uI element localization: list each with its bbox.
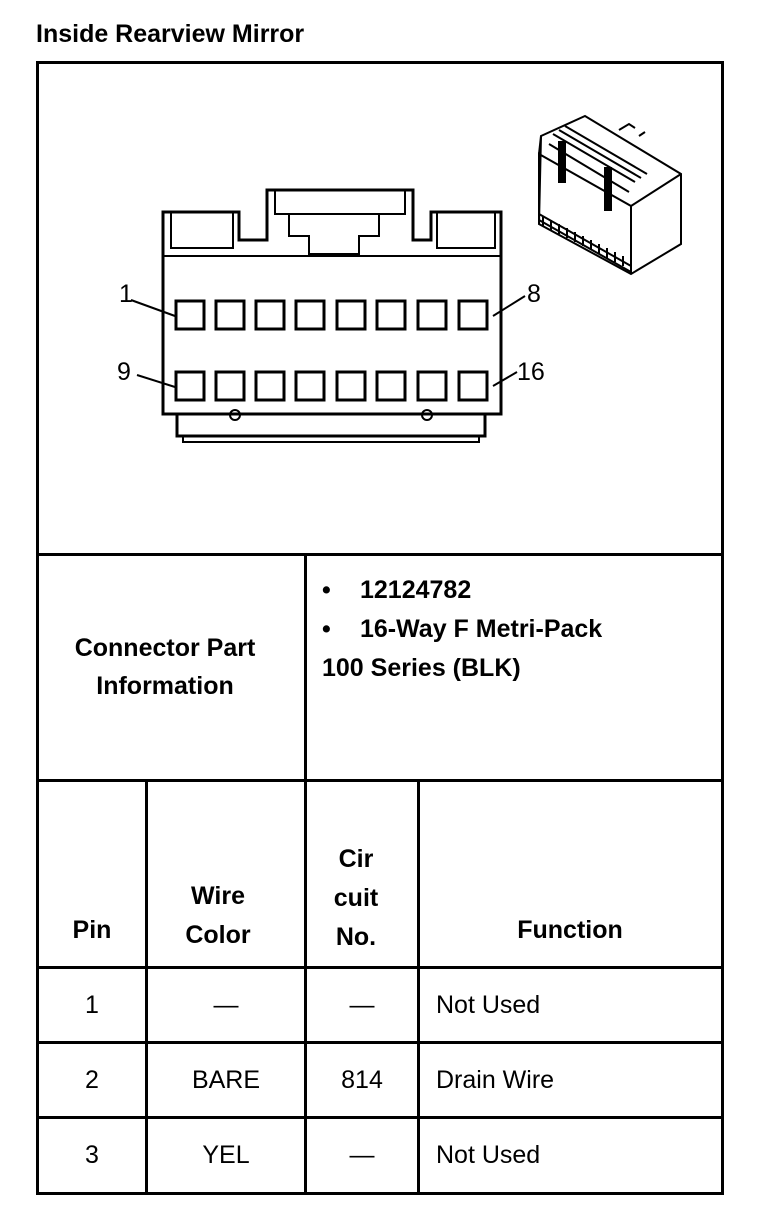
table-cell-wire-color: — xyxy=(213,990,239,1019)
table-cell-circuit: — xyxy=(349,1140,375,1169)
table-cell-function: Drain Wire xyxy=(436,1065,555,1094)
table-cell-circuit: 814 xyxy=(341,1065,383,1094)
page-title: Inside Rearview Mirror xyxy=(36,20,305,48)
divider-part-info xyxy=(36,779,724,782)
table-cell-wire-color: YEL xyxy=(202,1140,250,1169)
pin-cavity-9 xyxy=(176,372,204,400)
header-pin: Pin xyxy=(72,916,112,944)
connector-type: 16-Way F Metri-Pack xyxy=(360,615,603,643)
header-wire-color: Wire Color xyxy=(185,882,251,949)
pin-cavity-11 xyxy=(256,372,284,400)
table-cell-pin: 2 xyxy=(85,1065,99,1094)
bullet-icon: • xyxy=(322,615,331,643)
pin-label-9: 9 xyxy=(117,358,131,386)
pin-cavity-7 xyxy=(418,301,446,329)
pin-cavity-5 xyxy=(337,301,365,329)
pin-cavity-12 xyxy=(296,372,324,400)
pin-cavity-10 xyxy=(216,372,244,400)
pin-cavity-6 xyxy=(377,301,405,329)
pin-cavity-2 xyxy=(216,301,244,329)
table-cell-circuit: — xyxy=(349,990,375,1019)
table-cell-pin: 1 xyxy=(85,990,99,1019)
bullet-icon: • xyxy=(322,576,331,604)
header-function: Function xyxy=(517,916,623,944)
table-cell-wire-color: BARE xyxy=(191,1065,261,1094)
connector-type-bullet xyxy=(322,615,602,644)
pin-cavity-4 xyxy=(296,301,324,329)
divider-circuit-col xyxy=(417,779,420,1195)
connector-diagram xyxy=(39,64,721,554)
divider-diagram xyxy=(36,553,724,556)
part-number: 12124782 xyxy=(360,576,472,604)
table-cell-function: Not Used xyxy=(436,1140,541,1169)
table-cell-pin: 3 xyxy=(85,1140,99,1169)
header-circuit-no: Cir cuit No. xyxy=(333,844,379,951)
pin-cavity-14 xyxy=(377,372,405,400)
pin-cavity-13 xyxy=(337,372,365,400)
pin-cavity-16 xyxy=(459,372,487,400)
pin-cavity-15 xyxy=(418,372,446,400)
table-cell-function: Not Used xyxy=(436,990,541,1019)
part-number-bullet xyxy=(322,576,471,605)
connector-3d-illustration xyxy=(539,116,681,274)
connector-body-outline xyxy=(163,190,501,414)
pin-cavity-3 xyxy=(256,301,284,329)
pin-cavity-1 xyxy=(176,301,204,329)
part-info-label: Connector Part Information xyxy=(74,634,256,700)
pin-cavity-8 xyxy=(459,301,487,329)
pin-label-8: 8 xyxy=(527,280,541,308)
pin-label-16: 16 xyxy=(517,358,545,386)
pin-label-1: 1 xyxy=(119,280,133,308)
connector-series: 100 Series (BLK) xyxy=(322,654,521,682)
